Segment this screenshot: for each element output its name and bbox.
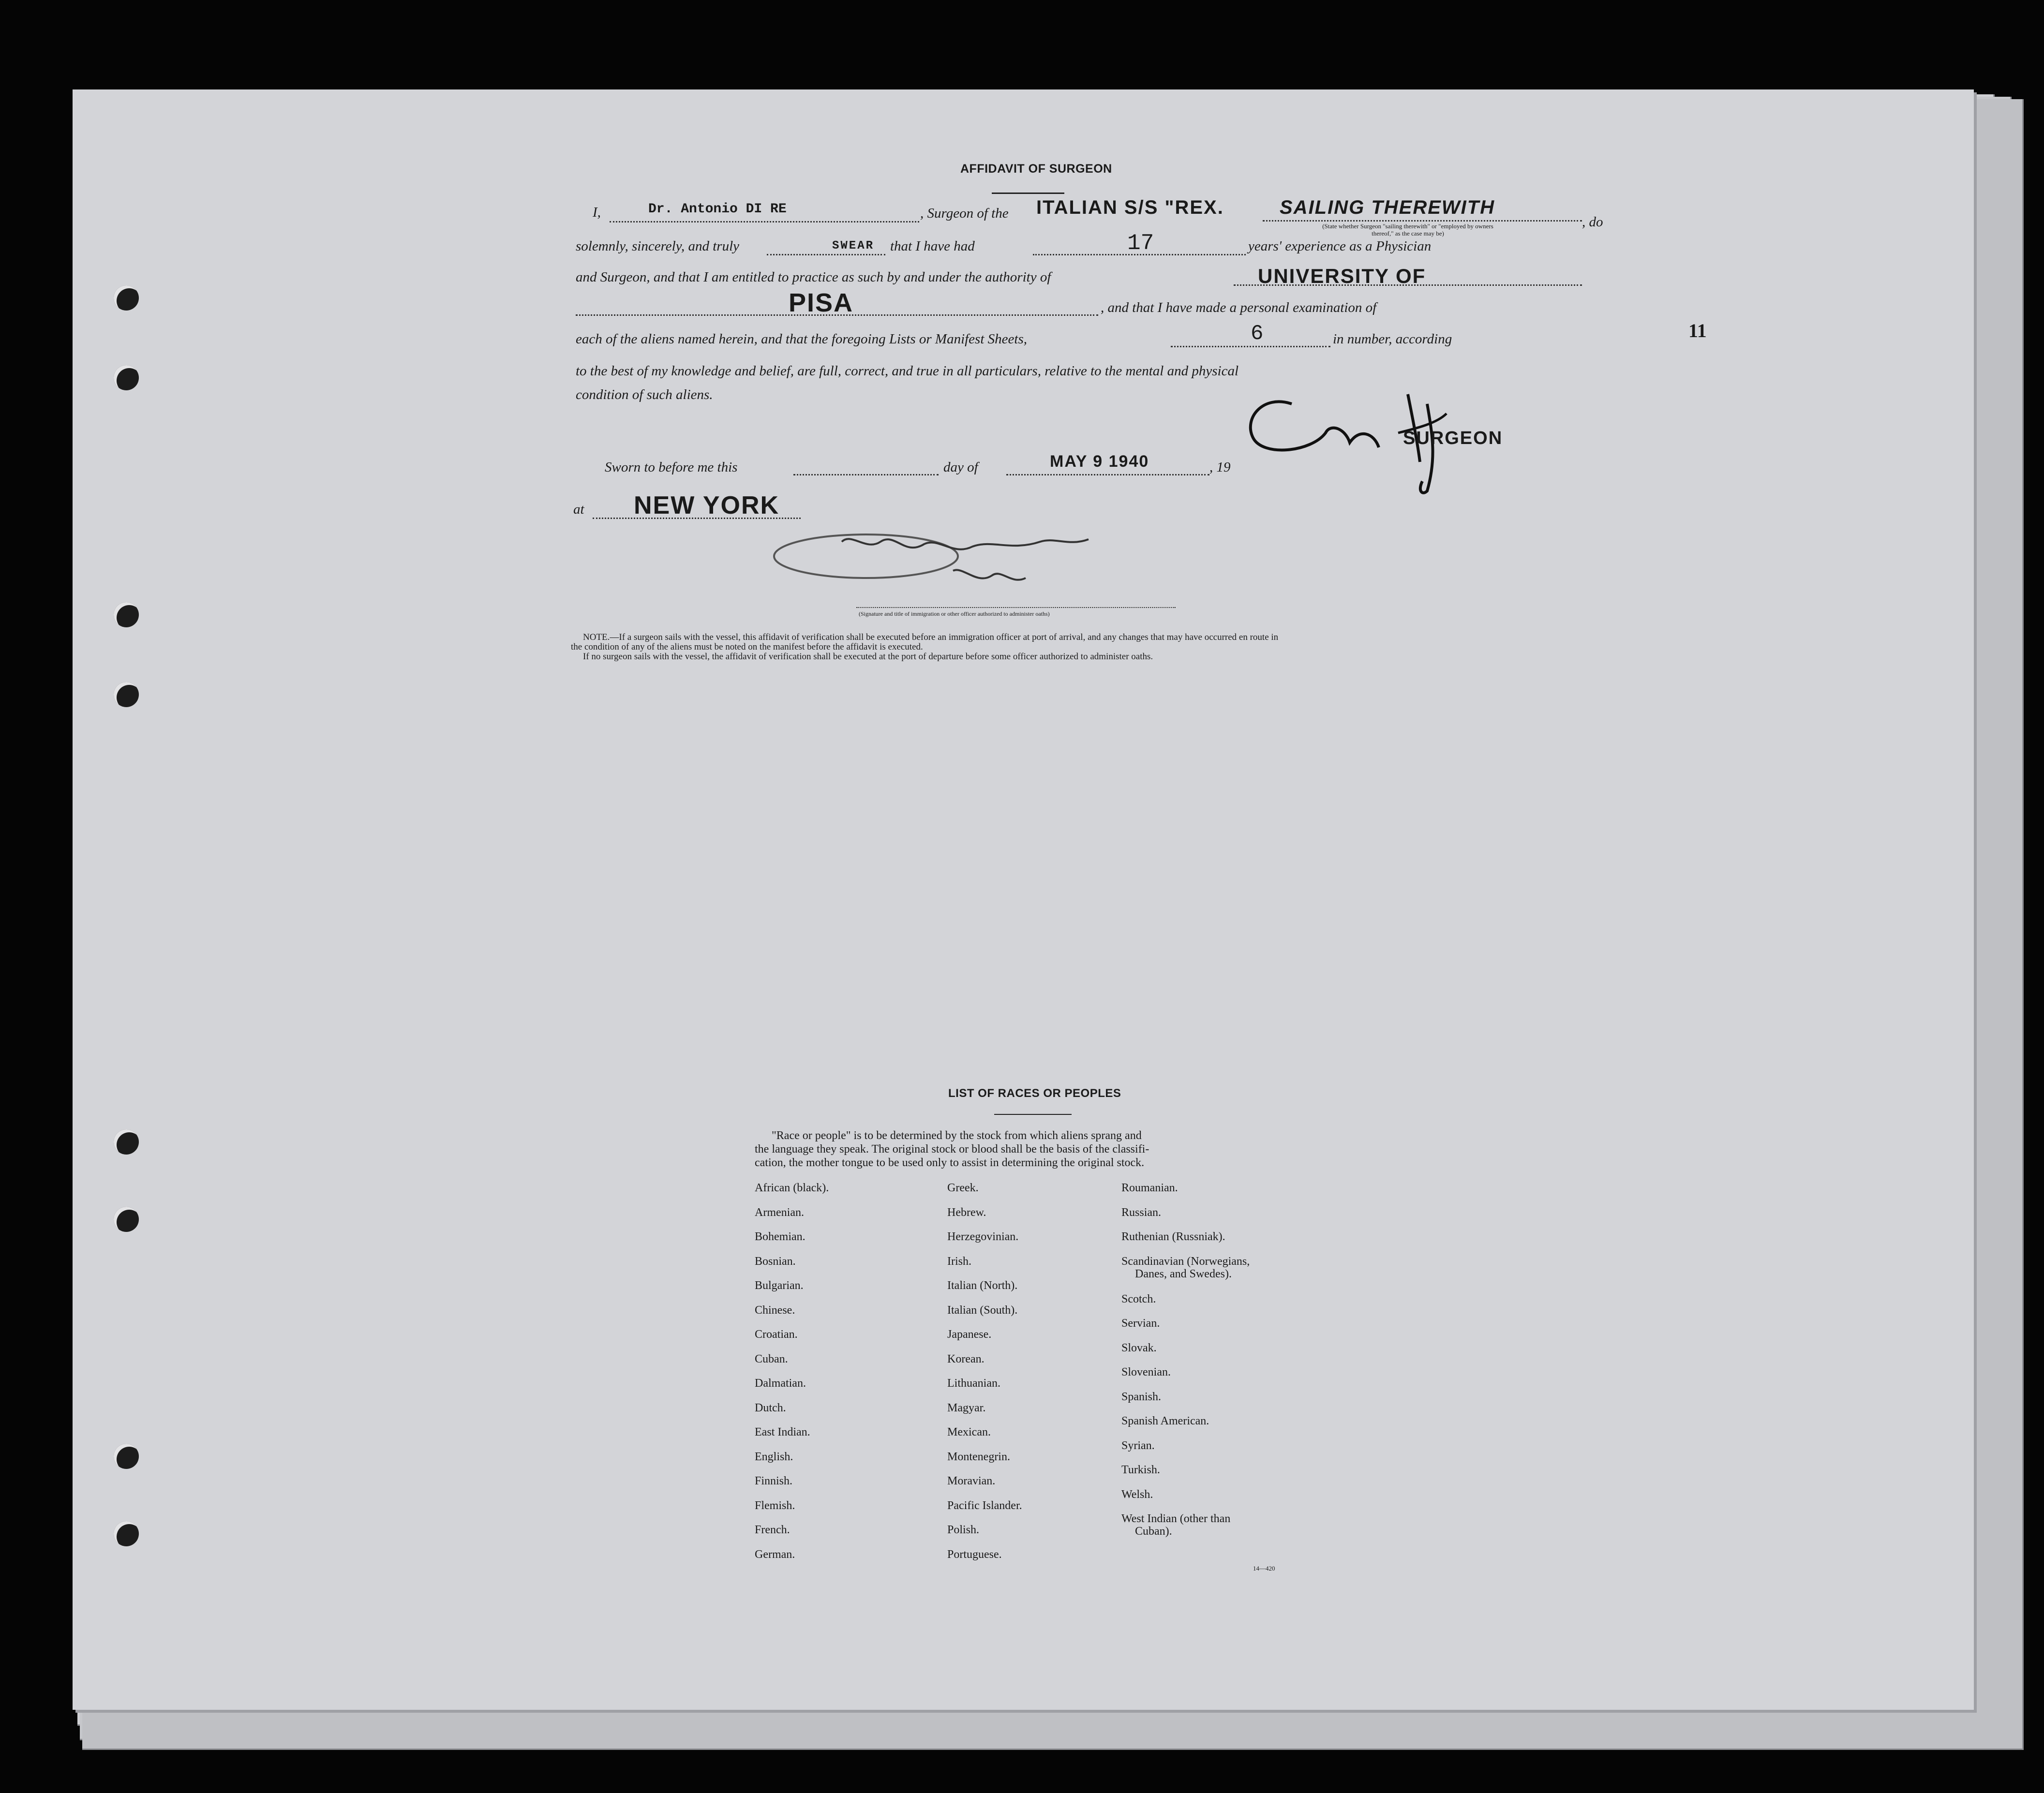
- officer-caption: (Signature and title of immigration or other officer authorized to administer oaths): [859, 610, 1050, 617]
- day-of-label: day of: [943, 459, 978, 475]
- authority-value-1: UNIVERSITY OF: [1258, 265, 1426, 287]
- affidavit-line2-start: solemnly, sincerely, and truly: [576, 238, 740, 254]
- race-item: Slovak.: [1121, 1341, 1157, 1354]
- race-item: Italian (North).: [947, 1279, 1018, 1292]
- punch-hole: [114, 1521, 139, 1546]
- affidavit-line2-mid: that I have had: [890, 238, 975, 254]
- race-item: Ruthenian (Russniak).: [1121, 1230, 1225, 1243]
- affidavit-line2-end: years' experience as a Physician: [1248, 238, 1432, 254]
- affidavit-line6: to the best of my knowledge and belief, are full, correct, and true in all particulars, relative to the mental and physical: [576, 363, 1239, 379]
- date-stamp: MAY 9 1940: [1050, 452, 1149, 471]
- officer-signature: [769, 522, 1118, 605]
- punch-hole: [114, 602, 139, 627]
- race-item: French.: [755, 1524, 790, 1536]
- race-item-scandinavian: [1121, 1255, 1250, 1293]
- west-indian-line-1: West Indian (other than: [1121, 1512, 1231, 1525]
- race-item: Dalmatian.: [755, 1377, 806, 1390]
- races-intro-3: cation, the mother tongue to be used only to assist in determining the original stock.: [755, 1156, 1145, 1169]
- punch-hole: [114, 1444, 139, 1469]
- race-item: Irish.: [947, 1255, 971, 1268]
- race-item: Herzegovinian.: [947, 1230, 1019, 1243]
- sailing-note: (State whether Surgeon "sailing therewith" or "employed by owners thereof," as the case may be): [1322, 222, 1493, 237]
- races-intro-2: the language they speak. The original stock or blood shall be the basis of the classifi-: [755, 1143, 1149, 1156]
- races-column-3: [1121, 1182, 1250, 1541]
- scandinavian-line-2: Danes, and Swedes).: [1135, 1267, 1232, 1280]
- surgeon-of-label: , Surgeon of the: [920, 206, 1009, 221]
- affidavit-line1-start: I,: [593, 205, 601, 220]
- race-item: Spanish.: [1121, 1390, 1162, 1403]
- place-stamp: NEW YORK: [634, 491, 780, 519]
- year-prefix: , 19: [1209, 459, 1231, 475]
- race-item: Croatian.: [755, 1328, 798, 1341]
- sworn-day-line: [793, 474, 939, 475]
- race-item: Korean.: [947, 1352, 985, 1365]
- race-item: Armenian.: [755, 1206, 804, 1219]
- races-heading: LIST OF RACES OR PEOPLES: [948, 1087, 1121, 1100]
- race-item: Chinese.: [755, 1304, 795, 1317]
- punch-hole: [114, 285, 139, 311]
- vessel-field-line: [1263, 220, 1582, 222]
- authority-value-2: PISA: [789, 288, 854, 317]
- sheets-field-line: [1171, 346, 1330, 347]
- race-item: Portuguese.: [947, 1548, 1002, 1561]
- race-item: Cuban.: [755, 1352, 788, 1365]
- race-item: Dutch.: [755, 1401, 786, 1414]
- affidavit-heading: AFFIDAVIT OF SURGEON: [960, 162, 1112, 176]
- manifest-page: [73, 89, 1974, 1710]
- affidavit-line3: and Surgeon, and that I am entitled to practice as such by and under the authority of: [576, 269, 1051, 285]
- race-item: Slovenian.: [1121, 1366, 1171, 1378]
- race-item: African (black).: [755, 1182, 829, 1194]
- affidavit-line7: condition of such aliens.: [576, 387, 713, 402]
- race-item: German.: [755, 1548, 795, 1561]
- races-column-2: [947, 1182, 1022, 1572]
- oath-field-line: [767, 254, 885, 255]
- race-item: Bohemian.: [755, 1230, 806, 1243]
- race-item: Japanese.: [947, 1328, 992, 1341]
- race-item: Magyar.: [947, 1401, 986, 1414]
- form-number: 14—420: [1253, 1565, 1275, 1572]
- races-heading-underline: [994, 1114, 1072, 1115]
- affidavit-line5-end: in number, according: [1333, 331, 1452, 347]
- scandinavian-line-1: Scandinavian (Norwegians,: [1121, 1255, 1250, 1268]
- punch-hole: [114, 682, 139, 707]
- at-label: at: [573, 502, 584, 517]
- vessel-stamp: ITALIAN S/S "REX.: [1036, 197, 1224, 218]
- west-indian-line-2: Cuban).: [1135, 1525, 1172, 1538]
- heading-underline: [992, 193, 1064, 194]
- race-item: Bosnian.: [755, 1255, 796, 1268]
- affidavit-line5: each of the aliens named herein, and that the foregoing Lists or Manifest Sheets,: [576, 331, 1027, 347]
- race-item: Spanish American.: [1121, 1415, 1209, 1427]
- page-number: 11: [1688, 320, 1707, 341]
- surgeon-name-value: Dr. Antonio DI RE: [648, 202, 787, 217]
- officer-signature-line: [856, 607, 1176, 608]
- race-item: English.: [755, 1450, 793, 1463]
- years-value: 17: [1127, 231, 1154, 256]
- race-item: Montenegrin.: [947, 1450, 1010, 1463]
- surgeon-title: SURGEON: [1403, 428, 1503, 448]
- race-item: Flemish.: [755, 1499, 795, 1512]
- affidavit-line4-end: , and that I have made a personal examination of: [1101, 300, 1377, 315]
- race-item: East Indian.: [755, 1426, 810, 1438]
- race-item: Syrian.: [1121, 1439, 1155, 1452]
- race-item: Servian.: [1121, 1317, 1160, 1330]
- date-field-line: [1006, 474, 1209, 475]
- do-label: , do: [1582, 214, 1603, 230]
- sailing-stamp: SAILING THEREWITH: [1280, 197, 1495, 218]
- oath-value: SWEAR: [832, 239, 875, 252]
- race-item: Scotch.: [1121, 1292, 1156, 1305]
- sheets-value: 6: [1251, 322, 1264, 346]
- race-item-west-indian: [1121, 1512, 1250, 1541]
- race-item: Moravian.: [947, 1475, 996, 1487]
- race-item: Lithuanian.: [947, 1377, 1000, 1390]
- note-line-1: NOTE.—If a surgeon sails with the vessel, this affidavit of verification shall be executed before an immigration officer at port of arrival, and any changes that may have occurred en route in: [583, 632, 1279, 642]
- race-item: Bulgarian.: [755, 1279, 804, 1292]
- race-item: Mexican.: [947, 1426, 991, 1438]
- name-field-line: [610, 221, 919, 222]
- race-item: Turkish.: [1121, 1464, 1160, 1476]
- punch-hole: [114, 365, 139, 390]
- race-item: Polish.: [947, 1524, 980, 1536]
- sworn-label: Sworn to before me this: [605, 459, 738, 475]
- race-item: Greek.: [947, 1182, 979, 1194]
- race-item: Russian.: [1121, 1206, 1162, 1219]
- race-item: Pacific Islander.: [947, 1499, 1022, 1512]
- note-line-2: the condition of any of the aliens must be noted on the manifest before the affidavit is executed.: [571, 642, 923, 652]
- punch-hole: [114, 1129, 139, 1155]
- note-line-3: If no surgeon sails with the vessel, the affidavit of verification shall be executed at the port of departure before some officer authorized to administer oaths.: [583, 652, 1153, 662]
- race-item: Welsh.: [1121, 1488, 1153, 1501]
- race-item: Hebrew.: [947, 1206, 986, 1219]
- race-item: Finnish.: [755, 1475, 793, 1487]
- race-item: Italian (South).: [947, 1304, 1018, 1317]
- races-column-1: [755, 1182, 829, 1572]
- punch-hole: [114, 1207, 139, 1232]
- race-item: Roumanian.: [1121, 1182, 1178, 1194]
- races-intro-1: "Race or people" is to be determined by the stock from which aliens sprang and: [772, 1129, 1142, 1142]
